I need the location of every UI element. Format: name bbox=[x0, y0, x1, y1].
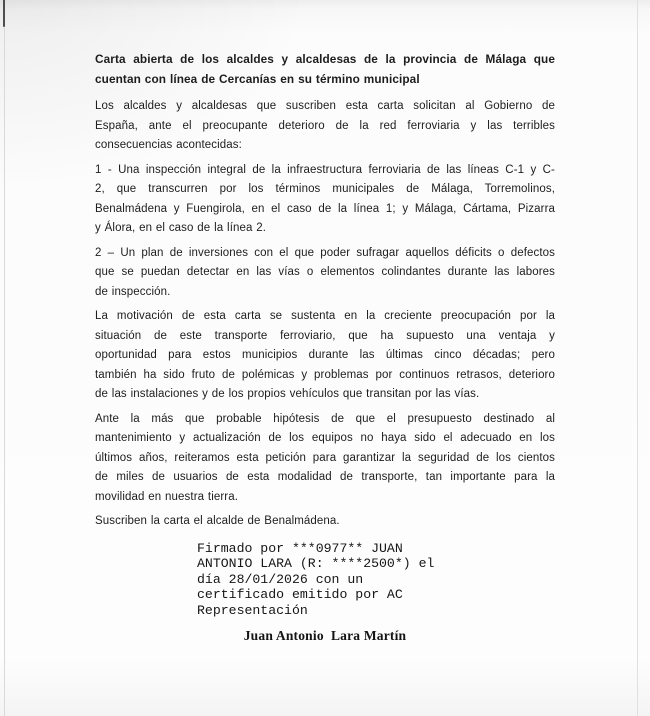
text-line: día 28/01/2026 con un bbox=[197, 571, 364, 587]
text-line: que se puedan detectar en las vías o elementos colindantes durante las labores bbox=[95, 266, 555, 278]
page-edge-left bbox=[4, 0, 5, 716]
letter-body bbox=[95, 50, 555, 644]
text-line: 1 - Una inspección integral de la infraestructura ferroviaria de las líneas C-1 y C- bbox=[95, 163, 555, 176]
text-line: La motivación de esta carta se sustenta en la creciente preocupación por la bbox=[95, 310, 555, 322]
page-edge-right bbox=[637, 0, 638, 716]
paragraph-point-1 bbox=[95, 161, 555, 239]
text-line: 2, que transcurren por los términos municipales de Málaga, Torremolinos, bbox=[95, 183, 555, 195]
text-line: Benalmádena y Fuengirola, en el caso de la línea 1; y Málaga, Cártama, Pizarra bbox=[95, 202, 555, 215]
text-line: cuentan con línea de Cercanías en su término municipal bbox=[95, 71, 420, 86]
paragraph-request bbox=[95, 410, 555, 508]
text-line: situación de este transporte ferroviario, que ha supuesto una ventaja y bbox=[95, 329, 555, 342]
text-line: también ha sido fruto de polémicas y problemas por continuos retrasos, deterioro bbox=[95, 368, 555, 381]
text-line: consecuencias acontecidas: bbox=[95, 139, 242, 151]
paragraph-signers bbox=[95, 512, 555, 532]
text-line: España, ante el preocupante deterioro de la red ferroviaria y las terribles bbox=[95, 119, 555, 132]
text-line: últimos años, reiteramos esta petición para garantizar la seguridad de los cientos bbox=[95, 451, 555, 464]
text-line: Firmado por ***0977** JUAN bbox=[197, 540, 403, 556]
text-line: Carta abierta de los alcaldes y alcaldesas de la provincia de Málaga que bbox=[95, 52, 555, 66]
text-line: de miles de usuarios de esta modalidad de transporte, tan importante para la bbox=[95, 471, 555, 483]
page-corner-mark bbox=[3, 0, 5, 27]
text-line: oportunidad para estos municipios durante las últimas cinco décadas; pero bbox=[95, 349, 555, 361]
text-line: ANTONIO LARA (R: ****2500*) el bbox=[197, 556, 435, 571]
text-line: certificado emitido por AC bbox=[197, 587, 403, 602]
digital-signature-stamp bbox=[197, 541, 555, 619]
paragraph-point-2 bbox=[95, 244, 555, 303]
signatory-name: Juan Antonio Lara Martín bbox=[243, 628, 407, 643]
text-line: Representación bbox=[197, 602, 308, 618]
paragraph-intro bbox=[95, 97, 555, 156]
text-line: Suscriben la carta el alcalde de Benalmádena. bbox=[95, 515, 340, 527]
text-line: Ante la más que probable hipótesis de que el presupuesto destinado al bbox=[95, 412, 555, 425]
text-line: de las instalaciones y de los propios vehículos que transitan por las vías. bbox=[95, 388, 480, 400]
text-line: Los alcaldes y alcaldesas que suscriben esta carta solicitan al Gobierno de bbox=[95, 100, 555, 112]
text-line: 2 – Un plan de inversiones con el que poder sufragar aquellos déficits o defectos bbox=[95, 246, 555, 259]
letter-title bbox=[95, 50, 555, 89]
text-line: y Álora, en el caso de la línea 2. bbox=[95, 222, 267, 234]
text-line: de inspección. bbox=[95, 285, 171, 298]
paragraph-motivation bbox=[95, 307, 555, 405]
text-line: mantenimiento y actualización de los equipos no haya sido el adecuado en los bbox=[95, 432, 555, 444]
text-line: movilidad en nuestra tierra. bbox=[95, 490, 239, 503]
